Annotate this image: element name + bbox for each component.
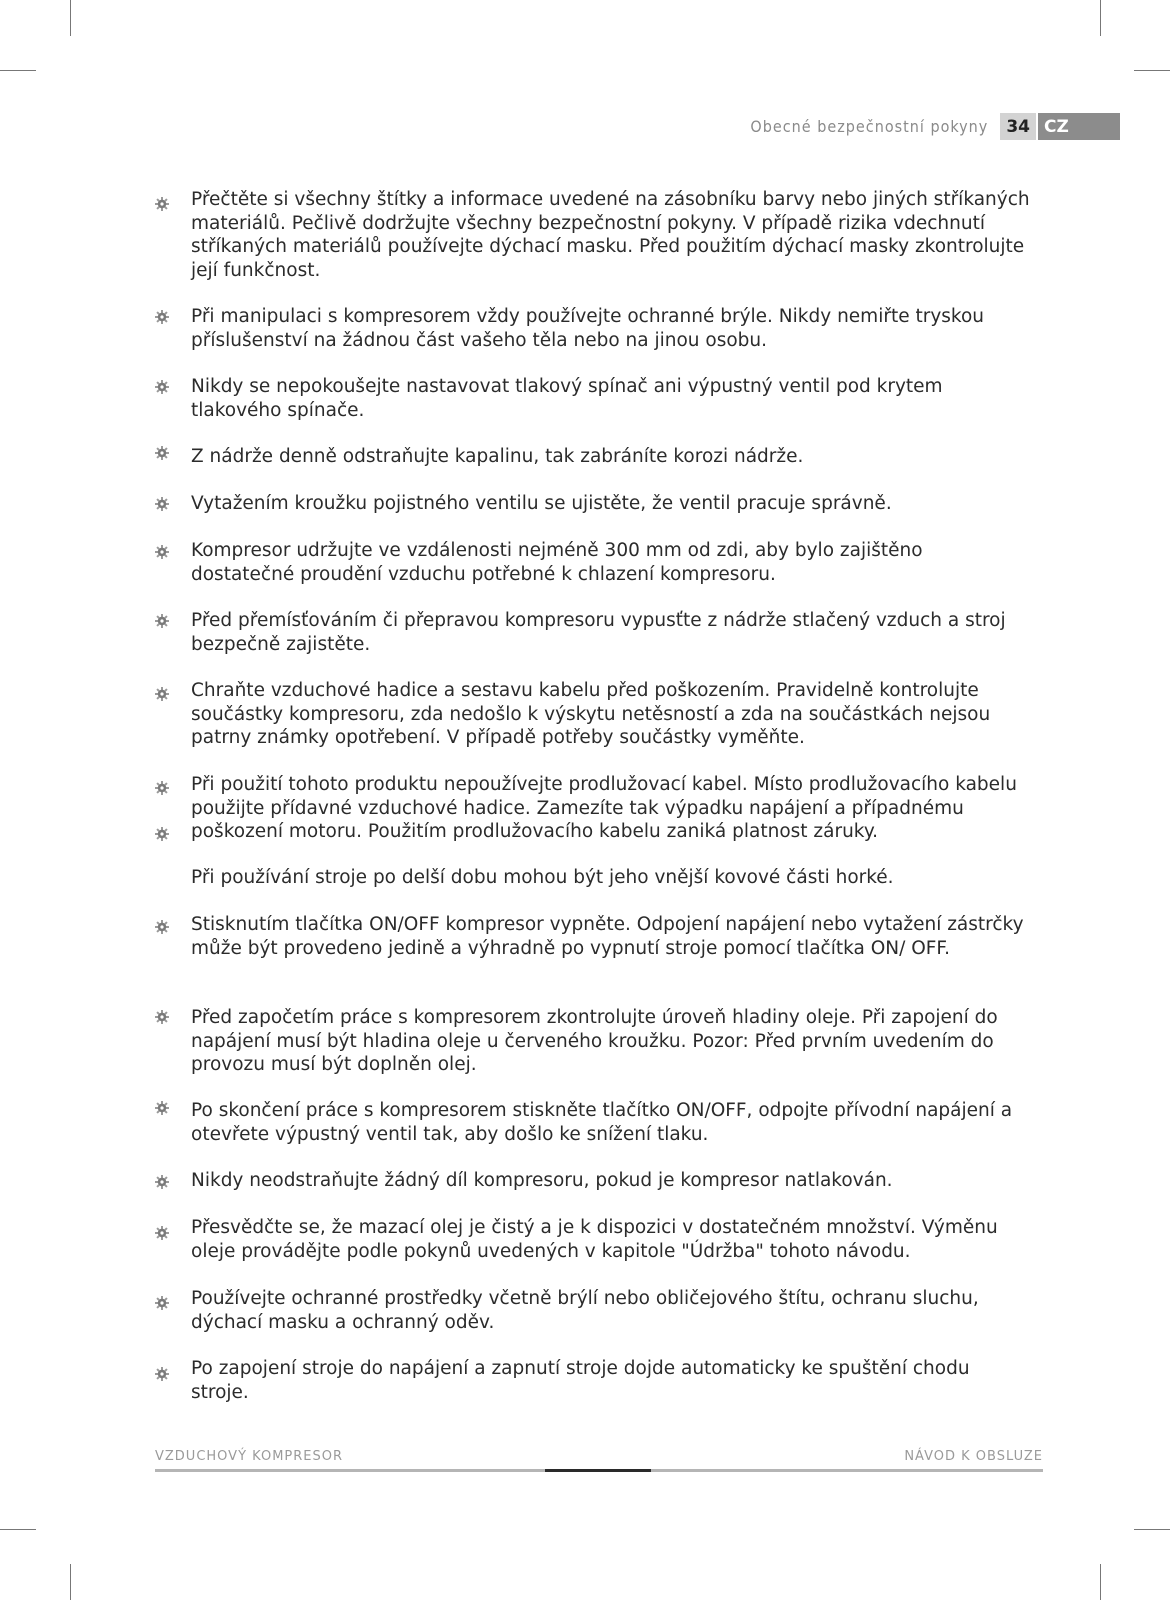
section-title: Obecné bezpečnostní pokyny	[750, 117, 989, 136]
crop-mark	[0, 1529, 36, 1530]
gear-bullet-icon	[155, 197, 169, 211]
gear-bullet-icon	[155, 1226, 169, 1240]
gear-bullet-icon	[155, 1101, 169, 1115]
safety-item: Při používání stroje po delší dobu mohou být jeho vnější kovové části horké.	[191, 867, 894, 888]
safety-item: Při použití tohoto produktu nepoužívejte prodlužovací kabel. Místo prodlužovacího kabelu použijte přídavné vzduchové hadice. Zamezíte tak výpadku napájení a případnému poškození motoru. Použitím prodlužovacího kabelu zaniká platnost záruky.	[191, 774, 1017, 842]
page-header	[750, 113, 1120, 140]
safety-item: Kompresor udržujte ve vzdálenosti nejméně 300 mm od zdi, aby bylo zajištěno dostatečné proudění vzduchu potřebné k chlazení kompresoru.	[191, 540, 923, 585]
safety-item: Stisknutím tlačítka ON/OFF kompresor vypněte. Odpojení napájení nebo vytažení zástrčky může být provedeno jedině a výhradně po vypnutí stroje pomocí tlačítka ON/ OFF.	[191, 914, 1024, 959]
footer-rule	[651, 1469, 1043, 1472]
crop-mark	[1134, 1529, 1170, 1530]
gear-bullet-icon	[155, 380, 169, 394]
gear-bullet-icon	[155, 1010, 169, 1024]
crop-mark	[70, 0, 71, 36]
safety-item: Před započetím práce s kompresorem zkontrolujte úroveň hladiny oleje. Při zapojení do napájení musí být hladina oleje u červeného kroužku. Pozor: Před prvním uvedením do provozu musí být doplněn olej.	[191, 1007, 998, 1075]
gear-bullet-icon	[155, 310, 169, 324]
safety-item: Přečtěte si všechny štítky a informace uvedené na zásobníku barvy nebo jiných stříkaných materiálů. Pečlivě dodržujte všechny bezpečnostní pokyny. V případě rizika vdechnutí stříkaných materiálů používejte dýchací masku. Před použitím dýchací masky zkontrolujte její funkčnost.	[191, 189, 1030, 281]
crop-mark	[0, 70, 36, 71]
safety-item: Po skončení práce s kompresorem stiskněte tlačítko ON/OFF, odpojte přívodní napájení a otevřete výpustný ventil tak, aby došlo ke snížení tlaku.	[191, 1100, 1013, 1145]
crop-mark	[1134, 70, 1170, 71]
crop-mark	[1100, 1564, 1101, 1600]
gear-bullet-icon	[155, 1175, 169, 1189]
safety-item: Vytažením kroužku pojistného ventilu se ujistěte, že ventil pracuje správně.	[191, 493, 892, 514]
gear-bullet-icon	[155, 1296, 169, 1310]
footer-rule	[155, 1469, 545, 1472]
footer-rule-accent	[545, 1469, 651, 1472]
safety-item: Po zapojení stroje do napájení a zapnutí stroje dojde automaticky ke spuštění chodu stroje.	[191, 1358, 970, 1403]
gear-bullet-icon	[155, 446, 169, 460]
crop-mark	[70, 1564, 71, 1600]
safety-item: Přesvědčte se, že mazací olej je čistý a je k dispozici v dostatečném množství. Výměnu oleje provádějte podle pokynů uvedených v kapitole "Údržba" tohoto návodu.	[191, 1217, 998, 1262]
safety-item: Před přemísťováním či přepravou kompresoru vypusťte z nádrže stlačený vzduch a stroj bezpečně zajistěte.	[191, 610, 1006, 655]
safety-item: Z nádrže denně odstraňujte kapalinu, tak zabráníte korozi nádrže.	[191, 446, 804, 467]
safety-item: Při manipulaci s kompresorem vždy používejte ochranné brýle. Nikdy nemiřte tryskou příslušenství na žádnou část vašeho těla nebo na jinou osobu.	[191, 306, 984, 351]
footer-manual-name: NÁVOD K OBSLUZE	[904, 1449, 1043, 1464]
gear-bullet-icon	[155, 614, 169, 628]
safety-item: Používejte ochranné prostředky včetně brýlí nebo obličejového štítu, ochranu sluchu, dýchací masku a ochranný oděv.	[191, 1288, 979, 1333]
gear-bullet-icon	[155, 687, 169, 701]
footer-product-name: VZDUCHOVÝ KOMPRESOR	[155, 1449, 344, 1464]
gear-bullet-icon	[155, 497, 169, 511]
safety-item: Chraňte vzduchové hadice a sestavu kabelu před poškozením. Pravidelně kontrolujte součástky kompresoru, zda nedošlo k výskytu netěsností a zda na součástkách nejsou patrny známky opotřebení. V případě potřeby součástky vyměňte.	[191, 680, 991, 748]
gear-bullet-icon	[155, 545, 169, 559]
gear-bullet-icon	[155, 1367, 169, 1381]
page-number: 34	[1000, 113, 1036, 140]
safety-item: Nikdy neodstraňujte žádný díl kompresoru, pokud je kompresor natlakován.	[191, 1170, 893, 1191]
gear-bullet-icon	[155, 920, 169, 934]
crop-mark	[1100, 0, 1101, 36]
language-tab: CZ	[1038, 113, 1120, 140]
safety-item: Nikdy se nepokoušejte nastavovat tlakový spínač ani výpustný ventil pod krytem tlakového spínače.	[191, 376, 943, 421]
gear-bullet-icon	[155, 827, 169, 841]
gear-bullet-icon	[155, 781, 169, 795]
